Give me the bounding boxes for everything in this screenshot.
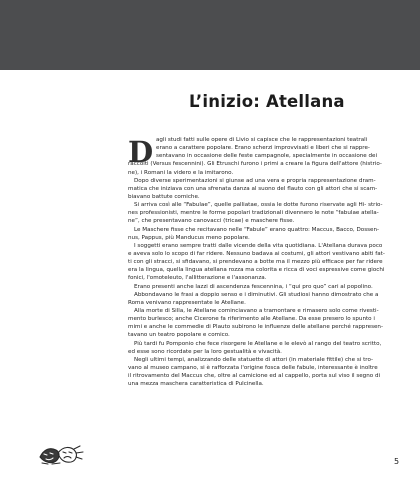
text-line: Dopo diverse sperimentazioni si giunse ad una vera e propria rappresentazione dram- <box>134 177 376 184</box>
text-line: ed esse sono ricordate per la loro gestualità e vivacità. <box>128 348 282 355</box>
text-line: Più tardi fu Pomponio che fece risorgere le Atellane e le elevò al rango del teatro scritto, <box>134 340 382 347</box>
text-line: erano a carattere popolare. Erano scherzi improvvisati e liberi che si rappre- <box>156 145 370 152</box>
text-line: e aveva solo lo scopo di far ridere. Nessuno badava ai costumi, gli attori vestivano abiti fat- <box>128 250 385 257</box>
text-line: Negli ultimi tempi, analizzando delle statuette di attori (in materiale fittile) che si tro- <box>134 356 373 363</box>
chapter-title: L’inizio: Atellana <box>189 92 345 111</box>
text-line: mimi e anche le commedie di Plauto subirono le influenze delle atellane perché rappresen- <box>128 324 383 331</box>
text-line: fonici, l'omoteleuto, l'allitterazione e l'assonanza. <box>128 275 267 282</box>
text-line: Alla morte di Silla, le Atellane cominciavano a tramontare e rimasero solo come rivesti- <box>134 307 379 314</box>
text-line: tavano un teatro popolare e comico. <box>128 332 230 339</box>
text-line: Si arriva così alle “Fabulae”, quelle palliatae, ossia le dotte furono riservate agli Hi- strio- <box>134 202 383 209</box>
text-line: Le Maschere fisse che recitavano nelle “Fabule” erano quattro: Maccus, Bacco, Dossen- <box>134 226 380 233</box>
body-text <box>128 136 400 388</box>
text-line: era la lingua, quella lingua atellana rozza ma colorita e ricca di voci espressive come giochi <box>128 267 385 274</box>
text-line: nes professionisti, mentre le forme popolari tradizionali divennero le note “fabulae atella- <box>128 210 379 217</box>
text-line: ne”, che presentavano canovacci (tricae) e maschere fisse. <box>128 218 295 225</box>
text-line: matica che iniziava con una sfrenata danza al suono del flauto con gli attori che si scam- <box>128 185 378 192</box>
text-line: nus, Pappus, più Manducus meno popolare. <box>128 234 250 241</box>
text-line: una mezza maschera caratteristica di Pulcinella. <box>128 381 264 388</box>
text-line: ne), i Romani la videro e la imitarono. <box>128 169 234 176</box>
text-line: ti con gli stracci, si sfidavano, si prendevano a botte ma il mezzo più efficace per far ridere <box>128 259 383 266</box>
text-line: biavano battute comiche. <box>128 193 200 200</box>
text-line: vano al museo campano, si è rafforzata l'origine fosca delle fabule, interessante è inoltre <box>128 364 378 371</box>
text-line: il ritrovamento del Maccus che, oltre al camicione ed al cappello, porta sul viso il segno di <box>128 373 381 380</box>
text-line: mento burlesco; anche Cicerone fa riferimento alle Atellane. Da esse presero lo spunto i <box>128 316 375 323</box>
text-line: Abbondavano le frasi a doppio senso e i diminutivi. Gli studiosi hanno dimostrato che a <box>134 291 379 298</box>
text-line: I soggetti erano sempre tratti dalle vicende della vita quotidiana. L'Atellana durava poco <box>134 242 383 249</box>
masks-logo-icon <box>38 443 86 465</box>
text-line: Erano presenti anche lazzi di ascendenza fescennina, i “qui pro quo” cari al popolino. <box>134 283 373 290</box>
header-band <box>0 0 420 70</box>
text-line: sentavano in occasione delle feste campagnole, specialmente in occasione dei <box>156 153 378 160</box>
drop-cap: D <box>128 135 154 169</box>
page-number: 5 <box>394 457 400 466</box>
text-line: raccolti (Versus fescennini). Gli Etruschi furono i primi a creare la figura dell'attore (histrio- <box>128 161 382 168</box>
text-line: Roma venivano rappresentate le Atellane. <box>128 299 246 306</box>
text-line: agli studi fatti sulle opere di Livio si capisce che le rappresentazioni teatrali <box>156 137 368 143</box>
